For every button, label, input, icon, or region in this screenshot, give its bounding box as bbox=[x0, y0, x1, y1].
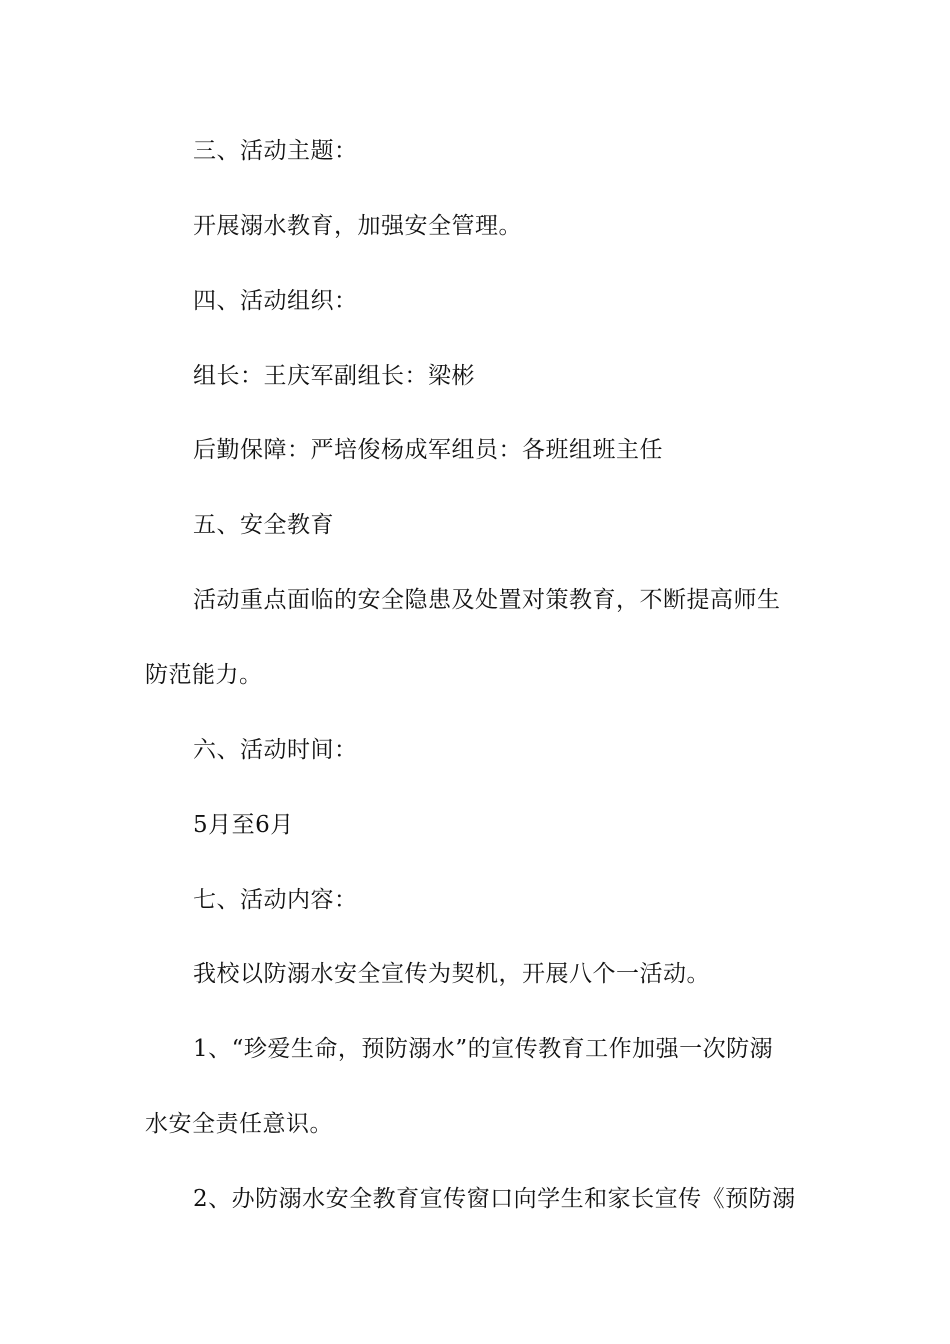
paragraph-time: 5月至6月 bbox=[193, 812, 294, 838]
section-heading-theme: 三、活动主题： bbox=[193, 138, 358, 164]
paragraph-safety-education: 活动重点面临的安全隐患及处置对策教育，不断提高师生 bbox=[193, 587, 781, 613]
section-heading-content: 七、活动内容： bbox=[193, 887, 358, 913]
list-item-1-cont: 水安全责任意识。 bbox=[145, 1111, 333, 1137]
section-heading-safety-education: 五、安全教育 bbox=[193, 512, 334, 538]
paragraph-content-intro: 我校以防溺水安全宣传为契机，开展八个一活动。 bbox=[193, 961, 710, 987]
section-heading-organization: 四、活动组织： bbox=[193, 288, 358, 314]
paragraph-safety-education-cont: 防范能力。 bbox=[145, 662, 263, 688]
paragraph-theme: 开展溺水教育，加强安全管理。 bbox=[193, 213, 522, 239]
list-item-1: 1、“珍爱生命，预防溺水”的宣传教育工作加强一次防溺 bbox=[193, 1036, 774, 1062]
list-item-2: 2、办防溺水安全教育宣传窗口向学生和家长宣传《预防溺 bbox=[193, 1186, 796, 1212]
paragraph-leaders: 组长：王庆军副组长：梁彬 bbox=[193, 363, 475, 389]
paragraph-logistics: 后勤保障：严培俊杨成军组员：各班组班主任 bbox=[193, 437, 663, 463]
section-heading-time: 六、活动时间： bbox=[193, 737, 358, 763]
